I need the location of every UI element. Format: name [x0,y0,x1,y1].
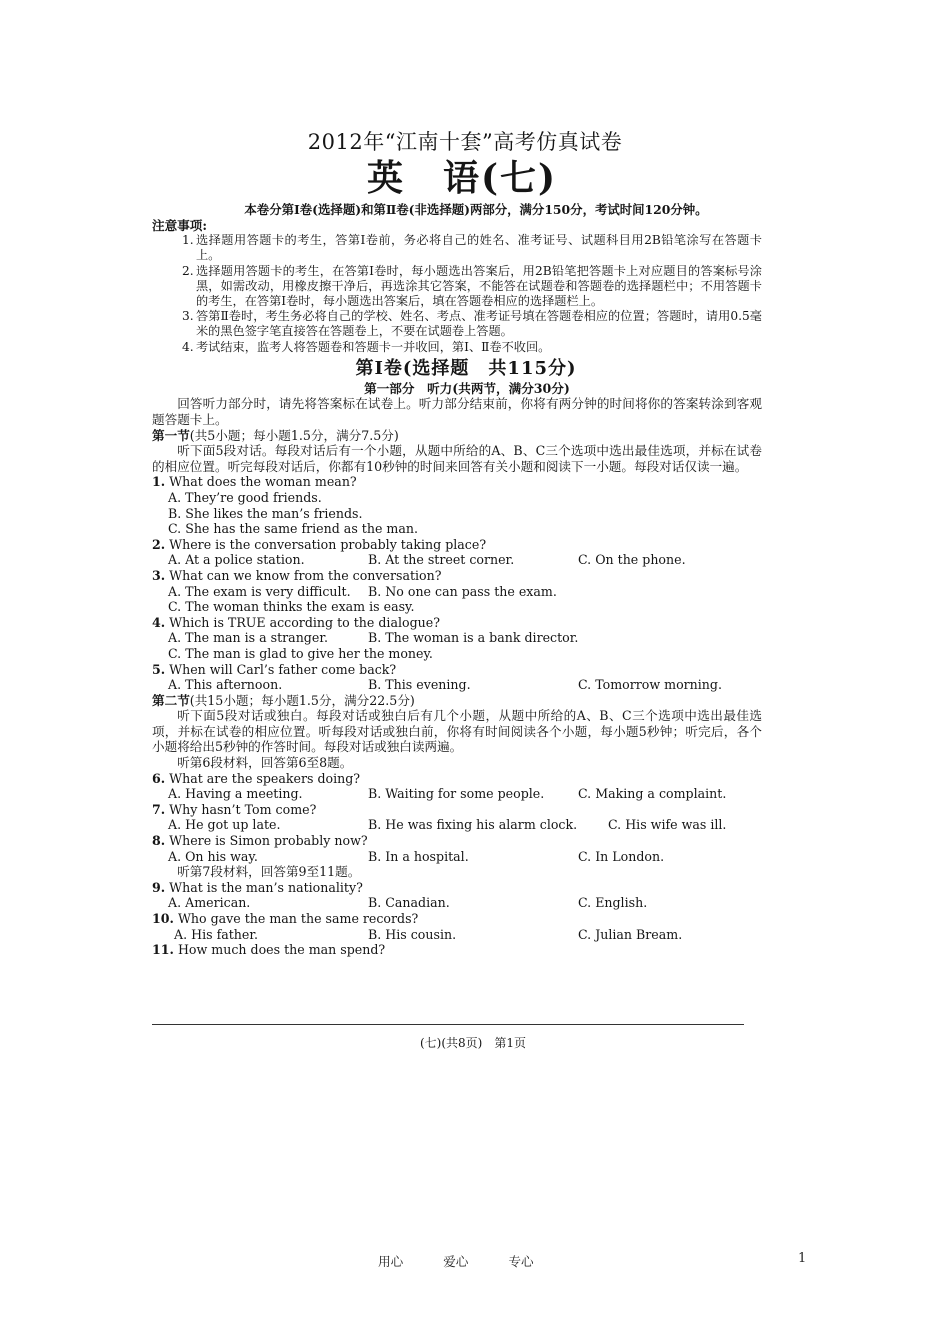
option-a: A. The man is a stranger. [168,630,328,646]
option-a: A. At a police station. [168,552,305,568]
question-number: 8. [152,833,166,849]
question-number: 1. [152,474,166,490]
option-a: A. American. [168,895,251,911]
section-two-label: 第二节 [152,692,190,708]
question-number: 3. [152,567,166,583]
question [152,833,762,849]
question-stem: Who gave the man the same records? [177,911,419,926]
option-a: A. This afternoon. [168,677,283,693]
question-number: 11. [152,942,174,958]
notice-item-text: 选择题用答题卡的考生，答第Ⅰ卷前，务必将自己的姓名、准考证号、试题科目用2B铅笔涂写在答题卡上。 [196,233,762,263]
options-row [168,895,762,911]
option-a: A. Having a meeting. [168,786,303,802]
option-c: C. His wife was ill. [608,817,727,833]
notice-item-text: 选择题用答题卡的考生，在答第Ⅰ卷时，每小题选出答案后，用2B铅笔把答题卡上对应题目的答案标号涂黑，如需改动，用橡皮擦干净后，再选涂其它答案，不能答在试题卷和答题卷的选择题栏中；不用答题卡的考生，在答第Ⅰ卷时，每小题选出答案后，填在答题卷相应的选择题栏上。 [196,263,762,308]
material-note: 听第6段材料，回答第6至8题。 [177,755,353,771]
material-note: 听第7段材料，回答第9至11题。 [177,864,361,880]
motto-word: 专心 [508,1254,534,1269]
option-a: A. They’re good friends. [168,489,322,505]
notice-item-text: 考试结束，监考人将答题卷和答题卡一并收回，第Ⅰ、Ⅱ卷不收回。 [196,339,551,354]
options-row [168,677,762,693]
question [152,662,762,678]
option-b: B. Canadian. [368,895,450,911]
question [152,474,762,490]
question [152,615,762,631]
section-two-instruction: 听下面5段对话或独白。每段对话或独白后有几个小题，从题中所给的A、B、C三个选项中选出最佳选项，并标在试卷的相应位置。听每段对话或独白前，你将有时间阅读各个小题，每小题5秒钟；听完后，各个小题将给出5秒钟的作答时间。每段对话或独白读两遍。 [152,708,762,755]
option-b: B. The woman is a bank director. [368,630,579,646]
option-c: C. The woman thinks the exam is easy. [168,599,415,615]
question-number: 10. [152,911,174,926]
section-one-instruction: 听下面5段对话。每段对话后有一个小题，从题中所给的A、B、C三个选项中选出最佳选项，并标在试卷的相应位置。听完每段对话后，你都有10秒钟的时间来回答有关小题和阅读下一小题。每段对话仅读一遍。 [152,443,762,474]
question [152,911,762,927]
options-row [168,584,762,600]
options-row [168,630,762,646]
options-row [168,817,762,833]
notice-item: 4. 考试结束，监考人将答题卷和答题卡一并收回，第Ⅰ、Ⅱ卷不收回。 [152,340,762,355]
question-number: 6. [152,770,166,786]
option-c: C. She has the same friend as the man. [168,521,418,537]
section-one-heading [152,428,762,444]
question-number: 5. [152,661,166,677]
option-a: A. His father. [174,926,259,942]
question-number: 2. [152,536,166,552]
options-row [168,927,762,943]
question [152,802,762,818]
footer-divider [152,1024,744,1025]
notice-list [152,233,762,355]
part-one-title: 第Ⅰ卷(选择题 共115分) [355,357,577,379]
section-one-scoring: (共5小题；每小题1.5分，满分7.5分) [189,427,399,443]
question-number: 7. [152,801,166,817]
question-stem: What is the man’s nationality? [169,879,363,895]
listening-section-title: 第一部分 听力(共两节，满分30分) [364,380,570,396]
option-a: A. The exam is very difficult. [168,583,351,599]
question-stem: Where is Simon probably now? [169,833,368,849]
section-two-scoring: (共15小题；每小题1.5分，满分22.5分) [189,692,415,708]
option-c: C. Making a complaint. [578,786,727,802]
notice-item: 1. 选择题用答题卡的考生，答第Ⅰ卷前，务必将自己的姓名、准考证号、试题科目用2B铅笔涂写在答题卡上。 [182,233,762,263]
options-row [168,786,762,802]
notice-item: 3. 答第Ⅱ卷时，考生务必将自己的学校、姓名、考点、准考证号填在答题卷相应的位置；答题时，请用0.5毫米的黑色签字笔直接答在答题卷上，不要在试题卷上答题。 [182,309,762,339]
option-b: B. No one can pass the exam. [368,583,557,599]
page-number: 1 [798,1251,807,1266]
option-c: C. On the phone. [578,552,686,568]
question [152,771,762,787]
options-row [168,849,762,865]
exam-page [152,128,762,958]
options-row [168,552,762,568]
question-stem: Which is TRUE according to the dialogue? [169,614,440,630]
exam-title: 2012年“江南十套”高考仿真试卷 [307,130,623,154]
notice-item: 2. 选择题用答题卡的考生，在答第Ⅰ卷时，每小题选出答案后，用2B铅笔把答题卡上对应题目的答案标号涂黑，如需改动，用橡皮擦干净后，再选涂其它答案，不能答在试题卷和答题卷的选择题栏中；不用答题卡的考生，在答第Ⅰ卷时，每小题选出答案后，填在答题卷相应的选择题栏上。 [182,263,762,308]
section-two-heading [152,693,762,709]
question [152,880,762,896]
option-b: B. Waiting for some people. [368,786,545,802]
option-c: C. Tomorrow morning. [578,677,722,693]
question-number: 9. [152,879,166,895]
option-c: C. English. [578,895,648,911]
footer-motto [378,1251,574,1270]
notice-title: 注意事项: [152,217,208,233]
option-c: C. Julian Bream. [578,926,683,942]
question [152,942,762,958]
motto-word: 爱心 [443,1254,469,1269]
question [152,568,762,584]
question-stem: How much does the man spend? [177,942,386,958]
option-b: B. This evening. [368,677,471,693]
option-c: C. The man is glad to give her the money. [168,645,433,661]
motto-word: 用心 [378,1254,404,1269]
option-b: B. She likes the man’s friends. [168,505,363,521]
option-b: B. His cousin. [368,926,457,942]
question-stem: What are the speakers doing? [169,770,361,786]
question-number: 4. [152,614,166,630]
question-stem: Why hasn’t Tom come? [169,801,317,817]
section-one-label: 第一节 [152,427,190,443]
question-stem: What can we know from the conversation? [169,567,442,583]
exam-page-info: (七)(共8页) 第1页 [420,1036,526,1050]
option-a: A. He got up late. [168,817,281,833]
listening-instruction: 回答听力部分时，请先将答案标在试卷上。听力部分结束前，你将有两分钟的时间将你的答案转涂到客观题答题卡上。 [152,396,762,427]
question-stem: When will Carl’s father come back? [169,661,397,677]
subject-title: 英 语(七) [366,157,558,199]
option-c: C. In London. [578,848,665,864]
question-stem: Where is the conversation probably taking place? [169,536,487,552]
question [152,537,762,553]
option-b: B. He was fixing his alarm clock. [368,817,578,833]
option-a: A. On his way. [168,848,258,864]
exam-intro: 本卷分第Ⅰ卷(选择题)和第Ⅱ卷(非选择题)两部分，满分150分，考试时间120分钟。 [244,202,708,217]
notice-item-text: 答第Ⅱ卷时，考生务必将自己的学校、姓名、考点、准考证号填在答题卷相应的位置；答题时，请用0.5毫米的黑色签字笔直接答在答题卷上，不要在试题卷上答题。 [196,309,762,339]
option-b: B. At the street corner. [368,552,515,568]
option-b: B. In a hospital. [368,848,469,864]
question-stem: What does the woman mean? [169,474,357,490]
